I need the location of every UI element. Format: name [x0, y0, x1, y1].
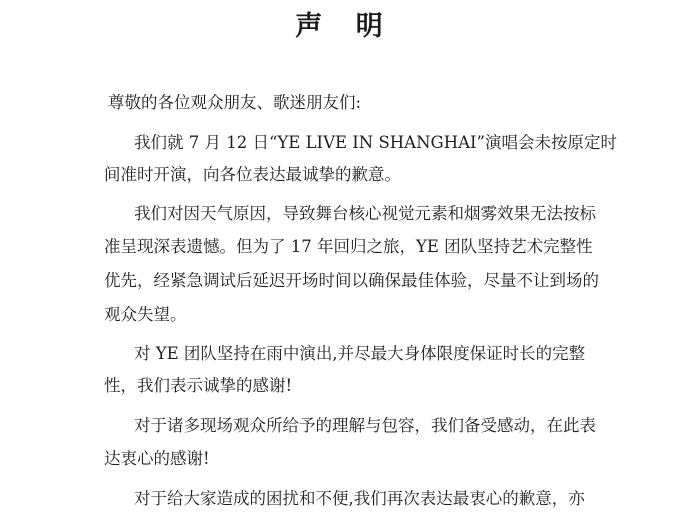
paragraph-2-line-3: 优先，经紧急调试后延迟开场时间以确保最佳体验，尽量不让到场的: [104, 271, 599, 290]
paragraph-4-line-2: 达衷心的感谢!: [104, 449, 210, 468]
paragraph-2-line-1: 我们对因天气原因，导致舞台核心视觉元素和烟雾效果无法按标: [134, 204, 596, 223]
paragraph-1-line-1: 我们就 7 月 12 日“YE LIVE IN SHANGHAI”演唱会未按原定时: [134, 133, 617, 152]
salutation: 尊敬的各位观众朋友、歌迷朋友们:: [108, 93, 362, 112]
paragraph-3-line-2: 性，我们表示诚挚的感谢!: [104, 376, 293, 395]
paragraph-3-line-1: 对 YE 团队坚持在雨中演出,并尽最大身体限度保证时长的完整: [134, 344, 586, 363]
paragraph-2-line-4: 观众失望。: [104, 305, 187, 324]
paragraph-1-line-2: 间准时开演，向各位表达最诚挚的歉意。: [104, 165, 401, 184]
paragraph-4-line-1: 对于诸多现场观众所给予的理解与包容，我们备受感动，在此表: [134, 416, 596, 435]
paragraph-5-line-1: 对于给大家造成的困扰和不便,我们再次表达最衷心的歉意，亦: [134, 489, 585, 508]
paragraph-2-line-2: 准呈现深表遗憾。但为了 17 年回归之旅，YE 团队坚持艺术完整性: [104, 237, 593, 256]
document-title: 声 明: [295, 11, 395, 42]
